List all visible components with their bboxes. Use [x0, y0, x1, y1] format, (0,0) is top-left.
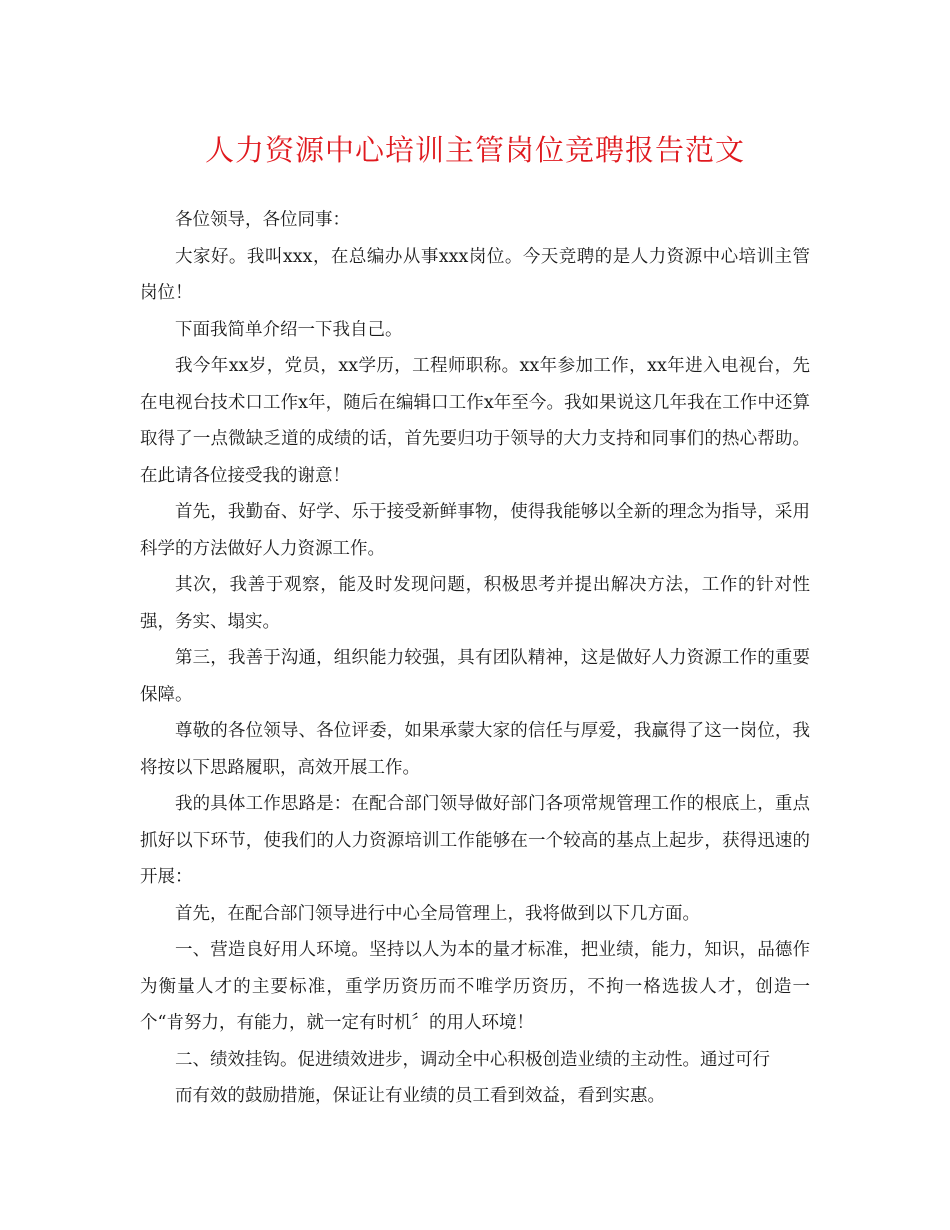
paragraph-greeting: 各位领导，各位同事：	[175, 210, 350, 230]
document-title: 人力资源中心培训主管岗位竞聘报告范文	[204, 133, 745, 167]
paragraph-intro: 大家好。我叫xxx，在总编办从事xxx岗位。今天竞聘的是人力资源中心培训主管岗位！	[140, 246, 810, 303]
paragraph-point-two-continued: 而有效的鼓励措施，保证让有业绩的员工看到效益，看到实惠。	[175, 1086, 665, 1106]
paragraph-self-intro: 下面我简单介绍一下我自己。	[175, 319, 403, 340]
paragraph-point-one: 一、营造良好用人环境。坚持以人为本的量才标准，把业绩，能力，知识，品德作为衡量人才的主要标准，重学历资历而不唯学历资历，不拘一格选拔人才，创造一个“肯努力，有能力，就一定有时机〞的用人环境！	[140, 940, 810, 1033]
paragraph-point-two: 二、绩效挂钩。促进绩效进步，调动全中心积极创造业绩的主动性。通过可行	[175, 1049, 770, 1070]
paragraph-commitment: 尊敬的各位领导、各位评委，如果承蒙大家的信任与厚爱，我赢得了这一岗位，我将按以下思路履职，高效开展工作。	[140, 721, 810, 778]
paragraph-work-plan: 我的具体工作思路是：在配合部门领导做好部门各项常规管理工作的根底上，重点抓好以下环节，使我们的人力资源培训工作能够在一个较高的基点上起步，获得迅速的开展：	[140, 794, 810, 887]
paragraph-management: 首先，在配合部门领导进行中心全局管理上，我将做到以下几方面。	[175, 903, 700, 924]
paragraph-first-strength: 首先，我勤奋、好学、乐于接受新鲜事物，使得我能够以全新的理念为指导，采用科学的方法做好人力资源工作。	[140, 502, 810, 559]
paragraph-second-strength: 其次，我善于观察，能及时发现问题，积极思考并提出解决方法，工作的针对性强，务实、塌实。	[140, 575, 810, 632]
paragraph-third-strength: 第三，我善于沟通，组织能力较强，具有团队精神，这是做好人力资源工作的重要保障。	[140, 648, 810, 705]
paragraph-background: 我今年xx岁，党员，xx学历，工程师职称。xx年参加工作，xx年进入电视台，先在电视台技术口工作x年，随后在编辑口工作x年至今。我如果说这几年我在工作中还算取得了一点微缺乏道的成绩的话，首先要归功于领导的大力支持和同事们的热心帮助。在此请各位接受我的谢意！	[140, 356, 810, 486]
document-body	[140, 202, 810, 1115]
